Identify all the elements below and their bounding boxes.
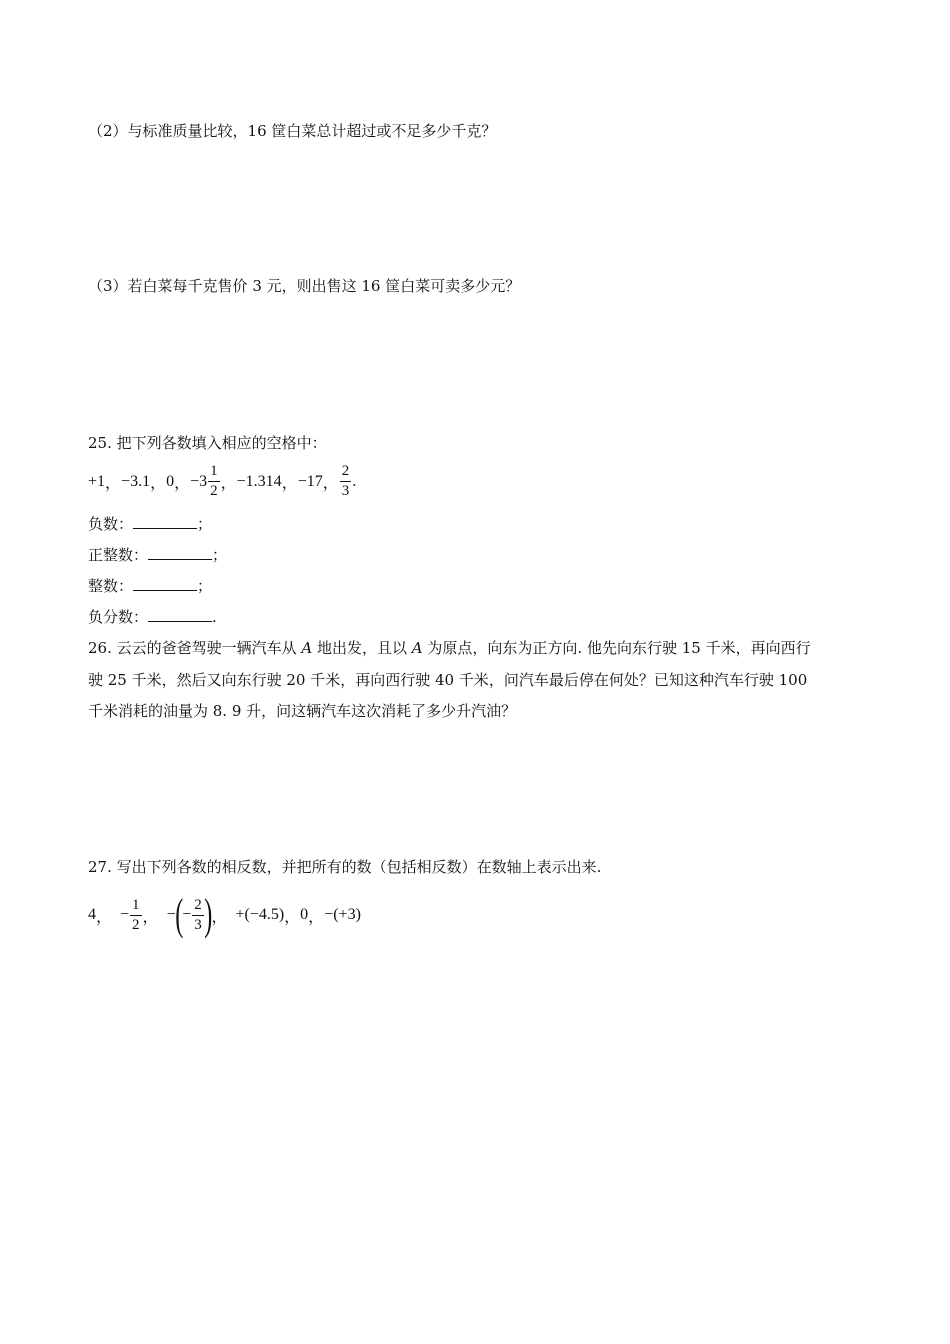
q25-stem: 25. 把下列各数填入相应的空格中：: [88, 434, 327, 452]
separator: ，: [105, 475, 122, 492]
q25-number: −17: [297, 472, 323, 490]
fill-line-integer: [88, 576, 212, 596]
q25-number: +1: [88, 472, 106, 490]
answer-blank[interactable]: [133, 576, 197, 591]
fraction: [340, 462, 352, 501]
fraction: [130, 896, 142, 935]
fill-label: 负分数：: [88, 608, 149, 626]
fraction: [192, 896, 204, 935]
separator: ，: [96, 908, 113, 926]
fill-label: 负数：: [88, 515, 134, 533]
separator: ，: [150, 475, 167, 492]
fraction-denominator: 3: [194, 916, 202, 933]
separator: ，: [322, 475, 339, 492]
fraction-denominator: 2: [210, 483, 218, 499]
separator: ，: [281, 475, 298, 492]
fill-line-negative: [88, 514, 212, 534]
fraction-denominator: 3: [341, 483, 350, 499]
answer-blank[interactable]: [133, 514, 197, 529]
negative-sign: −: [166, 906, 176, 923]
q26-text: 为原点，向东为正方向. 他先向东行驶 15 千米，再向西行: [422, 639, 811, 657]
separator: ，: [174, 475, 191, 492]
separator: ，: [220, 475, 237, 492]
q27-number-list: [88, 890, 361, 939]
negative-sign: −: [182, 906, 192, 923]
q27-number: 4: [88, 906, 96, 923]
q27-number: −(+3): [324, 906, 361, 923]
q26-text: 地出发，且以: [312, 639, 412, 657]
separator: ，: [284, 908, 301, 926]
answer-blank[interactable]: [148, 545, 212, 560]
q27-stem: 27. 写出下列各数的相反数，并把所有的数（包括相反数）在数轴上表示出来.: [88, 858, 602, 876]
q24-part3: （3）若白菜每千克售价 3 元，则出售这 16 筐白菜可卖多少元？: [88, 277, 521, 295]
right-paren: ): [204, 890, 213, 939]
fill-label: 正整数：: [88, 546, 149, 564]
q27-number: 0: [300, 906, 309, 923]
answer-blank[interactable]: [148, 607, 212, 622]
left-paren: (: [174, 890, 183, 939]
fill-end: .: [212, 608, 217, 626]
fraction-numerator: 1: [210, 463, 218, 479]
q25-number: −1.314: [236, 472, 282, 490]
fill-end: ；: [212, 546, 228, 564]
separator: ，: [142, 908, 159, 926]
separator: ，: [308, 908, 325, 926]
end-period: .: [352, 472, 357, 490]
fraction-numerator: 1: [132, 896, 140, 913]
q26-text: 26. 云云的爸爸驾驶一辆汽车从: [88, 639, 302, 657]
fraction-denominator: 2: [132, 916, 140, 933]
q25-number-list: [88, 462, 356, 501]
q25-number: −3.1: [121, 472, 151, 490]
fraction: [208, 462, 220, 501]
fraction-numerator: 2: [341, 463, 350, 479]
q24-part2: （2）与标准质量比较，16 筐白菜总计超过或不足多少千克？: [88, 122, 497, 140]
q26-line1: [88, 638, 811, 658]
q25-number: 0: [166, 472, 175, 490]
mixed-number-whole: −3: [190, 472, 208, 490]
variable-A: A: [301, 639, 313, 657]
separator: ，: [211, 908, 228, 926]
fraction-numerator: 2: [194, 896, 202, 913]
q27-number: +(−4.5): [235, 906, 285, 923]
fill-end: ；: [197, 577, 213, 595]
fill-line-positive-integer: [88, 545, 227, 565]
fill-end: ；: [197, 515, 213, 533]
q26-line2: 驶 25 千米，然后又向东行驶 20 千米，再向西行驶 40 千米，问汽车最后停在何处？已知这种汽车行驶 100: [88, 671, 808, 689]
variable-A: A: [411, 639, 423, 657]
fill-label: 整数：: [88, 577, 134, 595]
q26-line3: 千米消耗的油量为 8. 9 升，问这辆汽车这次消耗了多少升汽油？: [88, 702, 517, 720]
negative-sign: −: [120, 906, 130, 923]
fill-line-negative-fraction: [88, 607, 217, 627]
